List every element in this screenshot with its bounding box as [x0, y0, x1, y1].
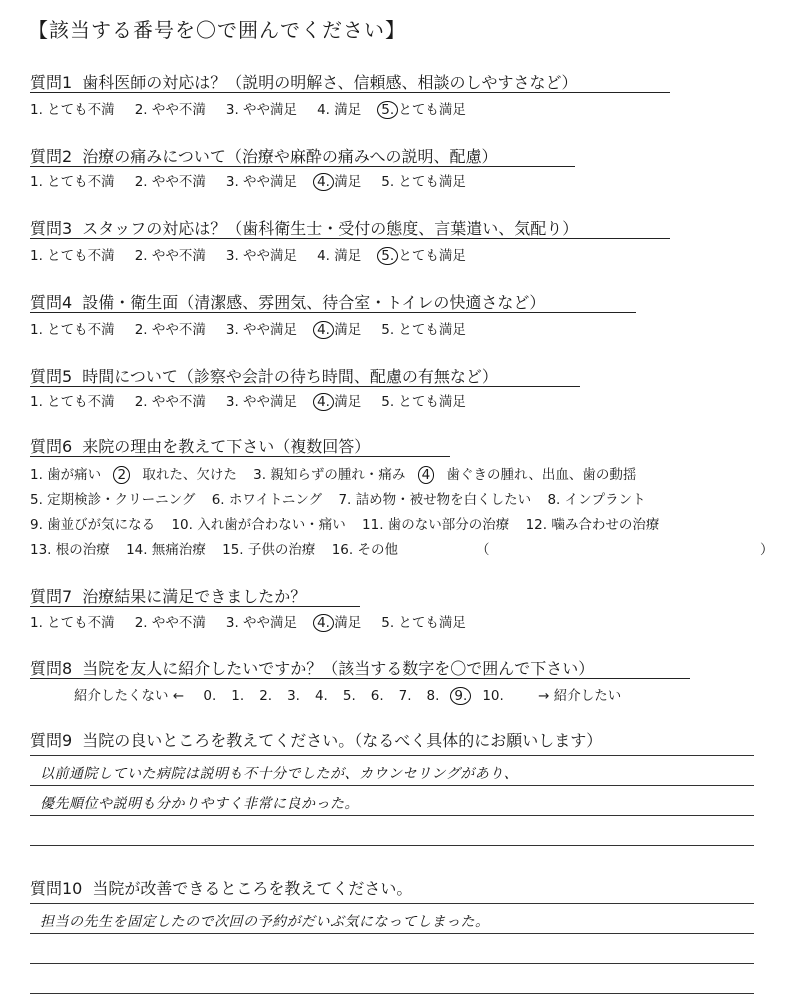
q4-option-3[interactable]	[226, 318, 297, 338]
q8-scale-value-7[interactable]: 7.	[398, 688, 412, 704]
q6-option-7[interactable]: 7. 詰め物・被せ物を白くしたい	[338, 492, 532, 508]
q6-option-6[interactable]: 6. ホワイトニング	[211, 492, 323, 508]
q3-option-3-label: やや満足	[238, 248, 298, 264]
question-6-row-1[interactable]	[30, 463, 648, 483]
question-7-number: 質問7	[30, 587, 73, 606]
question-1-options[interactable]	[30, 98, 486, 118]
q2-option-1-label: とても不満	[42, 174, 115, 190]
question-5-options[interactable]	[30, 390, 486, 410]
q4-option-2-label: やや不満	[147, 322, 206, 338]
q5-option-2[interactable]	[135, 390, 206, 410]
question-7-text: 治療結果に満足できましたか？	[82, 587, 307, 606]
question-9-title	[30, 728, 602, 751]
q4-option-5[interactable]	[381, 318, 466, 338]
q8-scale-value-2[interactable]: 2.	[259, 688, 273, 704]
q7-option-3-number[interactable]: 3.	[225, 615, 239, 631]
q8-scale-value-8[interactable]: 8.	[426, 688, 440, 704]
question-6-number: 質問6	[30, 437, 73, 456]
q1-option-2-label: やや不満	[147, 102, 206, 118]
q7-option-3[interactable]	[226, 611, 297, 631]
q1-option-4-number[interactable]: 4.	[317, 102, 330, 118]
question-1-text: 歯科医師の対応は？（説明の明解さ、信頼感、相談のしやすさなど）	[82, 73, 578, 92]
question-8-text: 当院を友人に紹介したいですか？（該当する数字を〇で囲んで下さい）	[82, 659, 595, 678]
q6-option-9[interactable]: 9. 歯並びが気になる	[30, 517, 156, 533]
question-7-title	[30, 584, 306, 607]
q8-scale-value-6[interactable]: 6.	[370, 688, 384, 704]
q8-scale-value-0[interactable]: 0.	[203, 688, 217, 704]
q1-option-3[interactable]	[226, 98, 297, 118]
q5-option-3-number[interactable]: 3.	[225, 394, 239, 410]
question-9-text: 当院の良いところを教えてください。（なるべく具体的にお願いします）	[82, 731, 603, 750]
q2-option-4-number[interactable]: 4.	[313, 173, 334, 191]
question-2-options[interactable]	[30, 170, 486, 190]
q7-option-5[interactable]	[381, 611, 466, 631]
q1-option-4-label: 満足	[329, 102, 362, 118]
q6-option-15[interactable]: 15. 子供の治療	[222, 542, 316, 558]
q2-option-1-number[interactable]: 1.	[30, 174, 43, 190]
q6-option-11[interactable]: 11. 歯のない部分の治療	[362, 517, 510, 533]
q2-option-5-number[interactable]: 5.	[381, 174, 395, 190]
q6-option-1[interactable]: 1. 歯が痛い	[30, 467, 102, 483]
q1-option-2-number[interactable]: 2.	[134, 102, 148, 118]
q6-option-2-circled-number[interactable]: 2	[113, 466, 130, 484]
q9-answer-rule-1	[30, 755, 754, 756]
q4-option-1-number[interactable]: 1.	[30, 322, 43, 338]
q3-option-5-label: とても満足	[394, 248, 466, 264]
q6-option-2[interactable]	[117, 467, 126, 483]
q9-answer-rule-2	[30, 785, 754, 786]
q6-other-paren-open: （	[476, 542, 490, 558]
q6-option-10[interactable]: 10. 入れ歯が合わない・痛い	[171, 517, 346, 533]
q5-option-1-label: とても不満	[42, 394, 115, 410]
q5-option-2-label: やや不満	[147, 394, 206, 410]
question-7-options[interactable]	[30, 611, 486, 631]
q5-option-1[interactable]	[30, 390, 115, 410]
q6-option-5[interactable]: 5. 定期検診・クリーニング	[30, 492, 196, 508]
q4-option-3-label: やや満足	[238, 322, 298, 338]
q5-option-5-label: とても満足	[394, 394, 466, 410]
q4-option-1[interactable]	[30, 318, 115, 338]
question-10-title	[30, 876, 412, 899]
q10-answer-rule-2	[30, 933, 754, 934]
q7-option-3-label: やや満足	[238, 615, 298, 631]
q10-answer-rule-3	[30, 963, 754, 964]
q3-option-4[interactable]	[317, 244, 361, 264]
question-6-row-3[interactable]	[30, 513, 671, 533]
question-10-text: 当院が改善できるところを教えてください。	[92, 879, 413, 898]
question-1-underline	[30, 92, 670, 93]
q9-answer-rule-4	[30, 845, 754, 846]
question-8-underline	[30, 678, 690, 679]
q2-option-3[interactable]	[226, 170, 297, 190]
q9-handwritten-answer-line-1[interactable]: 以前通院していた病院は説明も不十分でしたが、カウンセリングがあり、	[40, 766, 519, 782]
q2-option-1[interactable]	[30, 170, 115, 190]
q6-option-16[interactable]: 16. その他	[331, 542, 398, 558]
q1-option-5-label: とても満足	[394, 102, 466, 118]
q7-option-4-label: 満足	[329, 615, 362, 631]
q1-option-3-number[interactable]: 3.	[225, 102, 239, 118]
q5-option-4-number[interactable]: 4.	[313, 393, 334, 411]
q8-scale-value-3[interactable]: 3.	[287, 688, 300, 704]
question-6-underline	[30, 456, 450, 457]
q2-option-4[interactable]	[317, 170, 361, 190]
q2-option-4-label: 満足	[329, 174, 362, 190]
q3-option-4-label: 満足	[329, 248, 362, 264]
q3-option-3-number[interactable]: 3.	[225, 248, 239, 264]
question-3-text: スタッフの対応は？（歯科衛生士・受付の態度、言葉遣い、気配り）	[82, 219, 579, 238]
q3-option-1-number[interactable]: 1.	[30, 248, 43, 264]
q6-option-12[interactable]: 12. 噛み合わせの治療	[525, 517, 660, 533]
q4-option-3-number[interactable]: 3.	[225, 322, 239, 338]
q3-option-1[interactable]	[30, 244, 115, 264]
q10-handwritten-answer-line-1[interactable]: 担当の先生を固定したので次回の予約がだいぶ気になってしまった。	[40, 914, 490, 930]
question-5-number: 質問5	[30, 367, 73, 386]
q7-option-5-number[interactable]: 5.	[381, 615, 395, 631]
q7-option-5-label: とても満足	[394, 615, 466, 631]
q1-option-1[interactable]	[30, 98, 115, 118]
q1-option-2[interactable]	[135, 98, 206, 118]
q6-other-paren-close: ）	[760, 542, 774, 558]
q6-option-14[interactable]: 14. 無痛治療	[126, 542, 206, 558]
question-3-title	[30, 216, 578, 239]
q8-scale-value-10[interactable]: 10.	[482, 688, 504, 704]
question-7-underline	[30, 606, 360, 607]
q8-scale-value-4[interactable]: 4.	[314, 688, 328, 704]
question-4-number: 質問4	[30, 293, 73, 312]
q2-option-2[interactable]	[135, 170, 206, 190]
q5-option-5[interactable]	[381, 390, 466, 410]
question-8-number: 質問8	[30, 659, 73, 678]
q5-option-1-number[interactable]: 1.	[30, 394, 43, 410]
q8-scale-value-9[interactable]: 9.	[450, 687, 471, 705]
q1-option-5-number[interactable]: 5.	[377, 101, 398, 119]
q3-option-3[interactable]	[226, 244, 297, 264]
q6-option-8[interactable]: 8. インプラント	[547, 492, 646, 508]
q7-option-1-label: とても不満	[42, 615, 115, 631]
q2-option-2-number[interactable]: 2.	[134, 174, 148, 190]
q4-option-5-number[interactable]: 5.	[381, 322, 395, 338]
q1-option-5[interactable]	[381, 98, 466, 118]
question-2-title	[30, 144, 498, 167]
question-2-underline	[30, 166, 575, 167]
q2-option-5-label: とても満足	[394, 174, 466, 190]
q3-option-5-number[interactable]: 5.	[377, 247, 398, 265]
q5-option-5-number[interactable]: 5.	[381, 394, 395, 410]
q6-option-13[interactable]: 13. 根の治療	[30, 542, 110, 558]
question-3-number: 質問3	[30, 219, 73, 238]
q1-option-4[interactable]	[317, 98, 361, 118]
q4-option-4-label: 満足	[329, 322, 362, 338]
q2-option-5[interactable]	[381, 170, 466, 190]
question-6-row-2[interactable]	[30, 488, 658, 508]
q2-option-3-number[interactable]: 3.	[225, 174, 239, 190]
question-4-underline	[30, 312, 636, 313]
q4-option-2[interactable]	[135, 318, 206, 338]
q6-option-4-label: 歯ぐきの腫れ、出血、歯の動揺	[446, 467, 637, 483]
q8-scale-value-5[interactable]: 5.	[342, 688, 356, 704]
q1-option-1-label: とても不満	[42, 102, 115, 118]
q5-option-4-label: 満足	[329, 394, 362, 410]
q6-option-2-label: 取れた、欠けた	[142, 467, 237, 483]
q3-option-4-number[interactable]: 4.	[317, 248, 330, 264]
q7-option-1-number[interactable]: 1.	[30, 615, 43, 631]
question-9-number: 質問9	[30, 731, 73, 750]
q4-option-4[interactable]	[317, 318, 361, 338]
q2-option-2-label: やや不満	[147, 174, 206, 190]
q7-option-2-label: やや不満	[147, 615, 206, 631]
q10-answer-rule-1	[30, 903, 754, 904]
question-2-text: 治療の痛みについて（治療や麻酔の痛みへの説明、配慮）	[82, 147, 498, 166]
q4-option-1-label: とても不満	[42, 322, 115, 338]
q5-option-3[interactable]	[226, 390, 297, 410]
question-5-text: 時間について（診察や会計の待ち時間、配慮の有無など）	[82, 367, 498, 386]
q9-handwritten-answer-line-2[interactable]: 優先順位や説明も分かりやすく非常に良かった。	[40, 796, 359, 812]
q7-option-4-number[interactable]: 4.	[313, 614, 334, 632]
q7-option-1[interactable]	[30, 611, 115, 631]
question-10-number: 質問10	[30, 879, 83, 898]
q3-option-2-label: やや不満	[147, 248, 206, 264]
q1-option-1-number[interactable]: 1.	[30, 102, 43, 118]
question-8-scale[interactable]	[74, 684, 636, 705]
q4-option-2-number[interactable]: 2.	[134, 322, 148, 338]
question-4-text: 設備・衛生面（清潔感、雰囲気、待合室・トイレの快適さなど）	[82, 293, 546, 312]
q4-option-5-label: とても満足	[394, 322, 466, 338]
question-6-title	[30, 434, 370, 457]
question-2-number: 質問2	[30, 147, 73, 166]
survey-heading: 【該当する番号を〇で囲んでください】	[28, 18, 406, 42]
q7-option-2-number[interactable]: 2.	[134, 615, 148, 631]
q5-option-2-number[interactable]: 2.	[134, 394, 148, 410]
question-3-options[interactable]	[30, 244, 486, 264]
question-5-underline	[30, 386, 580, 387]
q3-option-2-number[interactable]: 2.	[134, 248, 148, 264]
question-8-title	[30, 656, 594, 679]
q1-option-3-label: やや満足	[238, 102, 298, 118]
question-5-title	[30, 364, 498, 387]
q7-option-2[interactable]	[135, 611, 206, 631]
question-6-row-4[interactable]	[30, 538, 410, 558]
question-1-number: 質問1	[30, 73, 73, 92]
question-4-options[interactable]	[30, 318, 486, 338]
q8-scale-value-1[interactable]: 1.	[231, 688, 245, 704]
q10-answer-rule-4	[30, 993, 754, 994]
q4-option-4-number[interactable]: 4.	[313, 321, 334, 339]
question-6-text: 来院の理由を教えて下さい（複数回答）	[82, 437, 371, 456]
q5-option-3-label: やや満足	[238, 394, 298, 410]
question-1-title	[30, 70, 578, 93]
question-3-underline	[30, 238, 670, 239]
q8-left-label: 紹介したくない ←	[74, 688, 185, 704]
q8-right-label: → 紹介したい	[538, 688, 622, 704]
q6-option-3[interactable]: 3. 親知らずの腫れ・痛み	[253, 467, 406, 483]
q7-option-4[interactable]	[317, 611, 361, 631]
question-4-title	[30, 290, 545, 313]
q9-answer-rule-3	[30, 815, 754, 816]
q5-option-4[interactable]	[317, 390, 361, 410]
q3-option-1-label: とても不満	[42, 248, 115, 264]
q6-option-4[interactable]	[422, 467, 431, 483]
q3-option-2[interactable]	[135, 244, 206, 264]
q2-option-3-label: やや満足	[238, 174, 298, 190]
q3-option-5[interactable]	[381, 244, 466, 264]
q6-option-4-circled-number[interactable]: 4	[418, 466, 435, 484]
q8-scale-values[interactable]	[203, 688, 518, 704]
